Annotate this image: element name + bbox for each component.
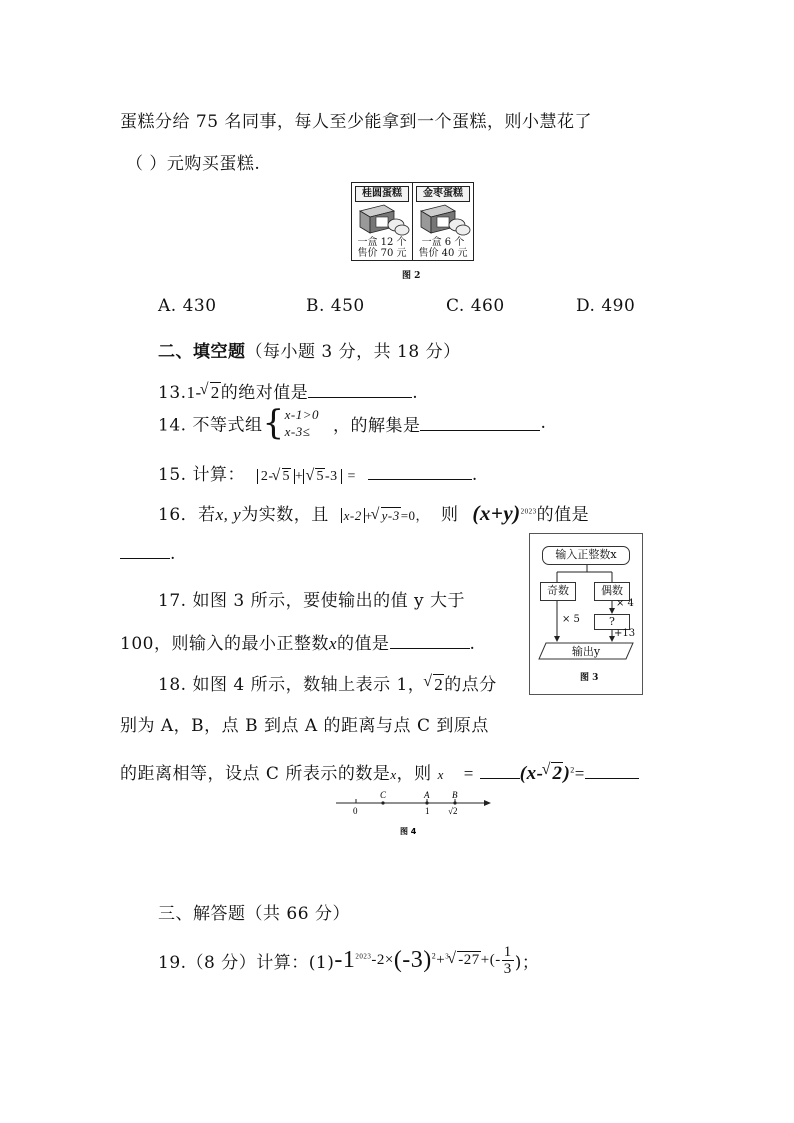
q19-paren: (-3) [393,947,432,973]
q18-var-x2: x [437,767,444,782]
q18-expr-sqrt [543,763,563,785]
q16-answer-blank[interactable] [120,543,170,559]
flow-output: 输出y [571,645,601,658]
q16-radicand: y-3 [381,508,400,523]
figure-4-caption: 图 4 [400,827,417,836]
intro-line-2: （ ）元购买蛋糕. [126,154,261,174]
intro-line-1: 蛋糕分给 75 名同事，每人至少能拿到一个蛋糕，则小慧花了 [120,112,592,132]
q15-abs-1 [257,469,295,484]
q18-answer-blank-2[interactable] [585,763,639,779]
cake-right-qty: 一盒 6 个 [421,237,465,248]
tick-0-label: 0 [353,806,358,816]
q16-then: 则 [440,505,459,525]
cake-left-title: 桂圆蛋糕 [355,186,409,202]
q13-number: 13. [158,383,187,403]
flow-plus13: +13 [614,628,636,639]
q19-label: 19.（8 分）计算：(1) [158,953,335,973]
q13-sqrt [202,383,221,403]
figure-2-caption: 图 2 [402,271,421,281]
q16-text-1: 为实数，且 [241,505,329,525]
cake-right-title: 金枣蛋糕 [416,186,470,202]
q15-radicand-1: 5 [282,469,291,484]
q15-abs-2 [303,469,341,484]
q14-text: ，的解集是 [332,415,421,436]
q14-ineq-1: x-1>0 [284,407,319,422]
q15-sqrt-1 [274,469,292,485]
q16-sqrt [373,508,401,524]
q18-answer-blank-1[interactable] [480,763,520,779]
question-16 [158,500,589,526]
cake-panel-left [352,183,413,260]
q18-line-2: 别为 A，B，点 B 到点 A 的距离与点 C 到原点 [120,716,489,736]
q17-line-2: 100，则输入的最小正整数x的值是 . [120,634,476,654]
flow-odd: 奇数 [540,582,576,601]
q15-abs-1-prefix: 2- [260,469,274,484]
q14-ineq-2: x-3≤ [284,424,311,439]
q18-text-b: 的点分 [444,675,497,695]
q19-close: )； [514,953,540,973]
cake-right-price: 售价 40 元 [418,248,468,259]
q19-neg1: -1 [334,947,356,973]
figure-3-caption: 图 3 [580,673,599,683]
q16-exponent: 2023 [520,507,537,516]
figure-4-number-line [334,789,494,841]
section-3-title: 三、解答题（共 66 分） [158,904,350,924]
q18-text-a: 18. 如图 4 所示，数轴上表示 1， [158,675,426,695]
q18-expr-exp: 2 [570,765,575,775]
flow-times4: × 4 [616,598,634,609]
q16-label: 16．若 [158,505,216,525]
q19-plus: + [436,952,446,968]
q16-base: (x+y) [472,501,521,525]
flow-times5: × 5 [562,614,580,625]
q15-abs-2-suffix: -3 [324,469,338,484]
q18-text-c: 的距离相等，设点 C 所表示的数是 [120,764,391,784]
q17-answer-blank[interactable] [390,633,470,649]
q18-expr-radicand: 2 [552,763,563,784]
cake-left-qty: 一盒 12 个 [357,237,407,248]
question-14: 14. 不等式组{ x-1>0 x-3≤ ，的解集是 . [158,403,547,443]
q18-text-d: ，则 [396,764,432,784]
q19-radicand: -27 [458,952,480,968]
q18-radicand: 2 [434,675,444,694]
tick-sqrt2-label: √2 [448,806,458,816]
flow-input: 输入正整数x [542,546,630,565]
q18-sqrt [425,675,444,695]
option-d: D. 490 [576,296,636,316]
q19-cube-root [449,952,481,969]
q18-line-3 [120,759,639,785]
q15-sqrt-2 [307,469,325,485]
q19-fraction [502,944,514,977]
q18-line-1 [158,670,497,695]
cake-panel-right [413,183,473,260]
q15-label: 15. 计算： [158,465,245,485]
q18-equals-2: = [574,764,585,783]
q19-plus-2: +(- [480,952,501,968]
q18-expr-open: (x- [519,763,544,784]
figure-3-flowchart [529,533,643,695]
q13-prefix: 1- [186,383,202,402]
q16-answer-line: . [120,543,176,564]
q18-expr [520,763,570,784]
q19-exp-2: 2 [431,951,437,961]
point-b-label: B [452,790,458,800]
q15-equals: = [347,469,356,484]
point-c-label: C [380,790,387,800]
q16-abs: x-2 [341,508,365,523]
q14-label: 14. 不等式组 [158,415,263,436]
q19-part-2: -2× [371,952,394,968]
q13-radicand: 2 [210,383,220,402]
option-b: B. 450 [306,296,365,316]
cake-left-price: 售价 70 元 [357,248,407,259]
q17-line-1: 17. 如图 3 所示，要使输出的值 y 大于 [158,591,465,611]
q17-text-a: 100，则输入的最小正整数 [120,634,329,654]
q14-system [285,406,319,440]
q19-frac-num: 1 [503,944,512,960]
question-13: 13.1-√ 2的绝对值是 . [158,378,418,403]
q16-plus: + [364,508,373,523]
q14-brace: { [262,403,285,443]
section-2-title: 二、填空题 [158,342,246,362]
point-a-label: A [424,790,430,800]
tick-1-label: 1 [425,806,430,816]
option-a: A. 430 [158,296,217,316]
q19-root-index: 3 [445,952,450,961]
q16-text-2: 的值是 [536,505,590,525]
q13-text: 的绝对值是 [220,383,309,403]
cake-right-illustration [415,203,471,237]
q18-equals-1: = [463,764,474,783]
question-19 [158,944,539,984]
q17-text-b: 的值是 [337,634,390,654]
q18-var-x: x [390,767,397,782]
section-2-heading [158,337,461,362]
q15-radicand-2: 5 [316,469,324,484]
cake-left-illustration [354,203,410,237]
option-c: C. 460 [446,296,505,316]
flow-question-box: ? [594,614,630,630]
flow-even: 偶数 [594,582,630,601]
q19-frac-den: 3 [503,961,512,977]
q18-expr-close: ) [563,763,571,784]
q17-var: x [328,634,337,653]
question-15: 15. 计算： 2-√ 5 +√ 5-3 = . [158,460,478,485]
q14-answer-blank[interactable] [420,415,540,431]
q15-answer-blank[interactable] [368,464,472,480]
section-2-note: （每小题 3 分，共 18 分） [245,342,461,362]
q16-eq0: =0， [400,508,430,523]
q13-answer-blank[interactable] [308,382,412,398]
q16-vars: x, y [215,505,242,524]
q19-exp-1: 2023 [355,952,372,961]
figure-2-cake-boxes [351,182,474,261]
